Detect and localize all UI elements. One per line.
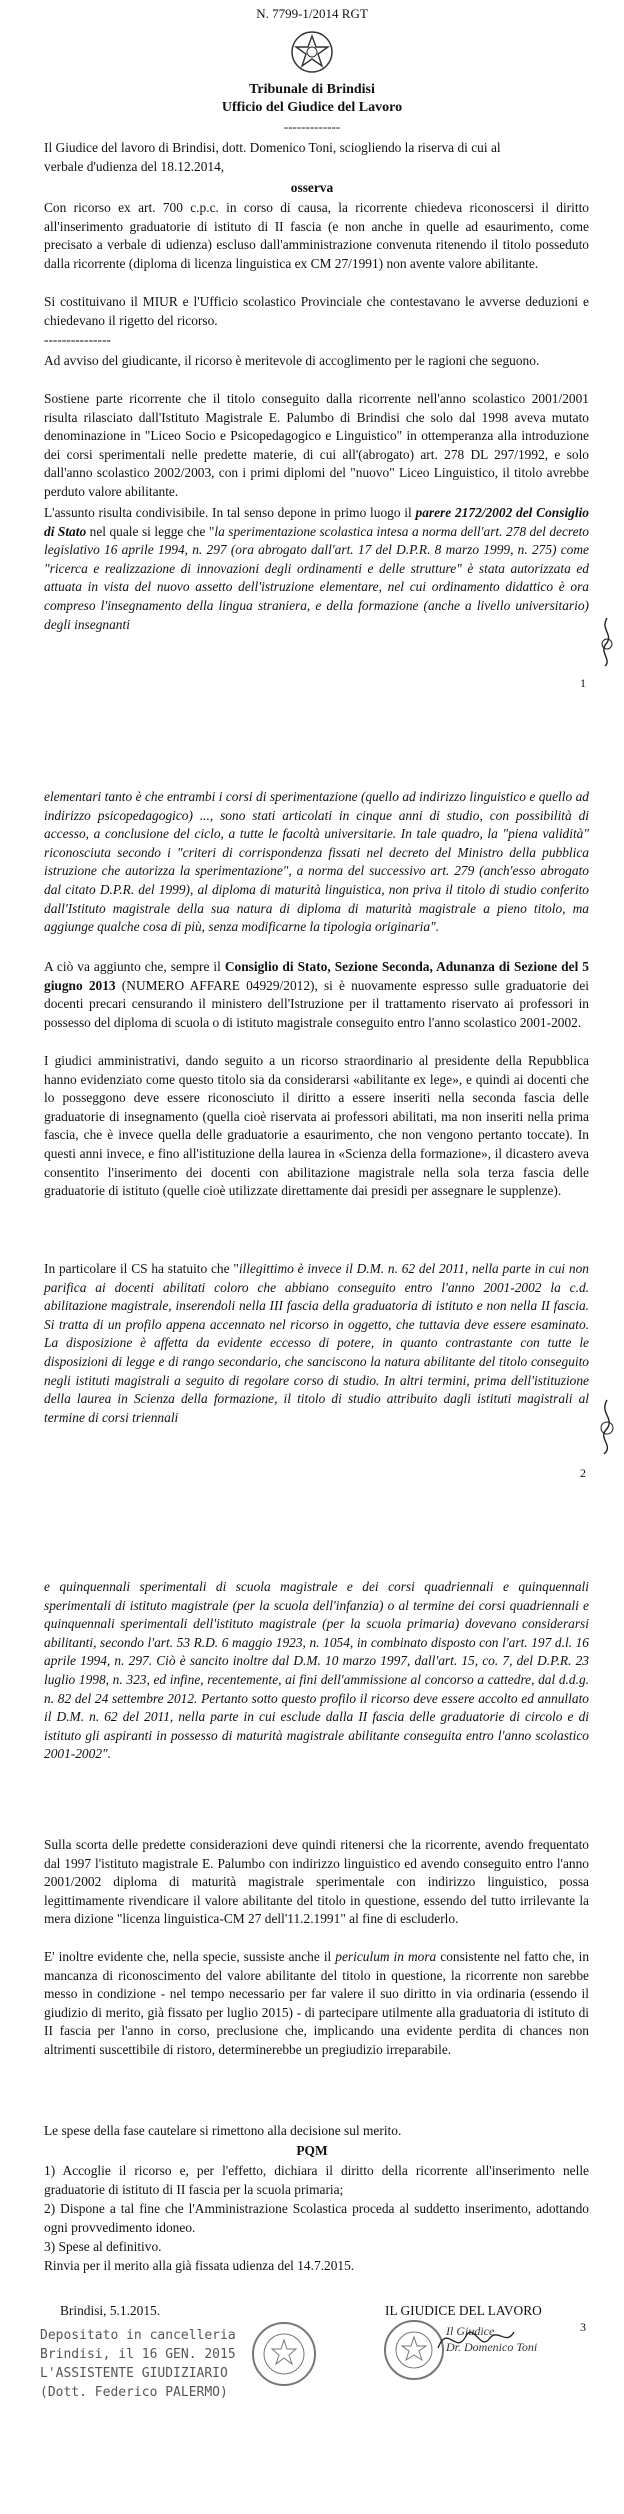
disposition-3: 3) Spese al definitivo. — [44, 2239, 162, 2254]
judge-title: IL GIUDICE DEL LAVORO — [385, 2303, 542, 2318]
text-run-italic: elementari tanto è che entrambi i corsi di sperimentazione (quello ad indirizzo linguistico e quello ad indirizzo psicopedagogico) ..., sono stati articolati in cinque anni di studio, con possibilità di accesso, a conclusione del ciclo, a tutte le facoltà universitarie. In tale quadro, la "piena validità" riconosciuta secondo i "criteri di corrispondenza fissati nel decreto del Ministro della pubblica istruzione che autorizza la sperimentazione", a norma del successivo art. 279 (anch'esso abrogato dal citato D.P.R. del 1999), al diploma di maturità linguistica, non priva il titolo di studio conferito dall'Istituto magistrale della sua natura di diploma di maturità magistrale a pieno titolo, ma aggiunge qualche cosa di più, senza modificarne la tipologia originaria". — [44, 789, 589, 935]
paragraph-assunto — [44, 504, 589, 634]
header-separator: ------------- — [283, 119, 341, 134]
text-run: nel quale si legge che " — [86, 523, 215, 539]
text-run: E' inoltre evidente che, nella specie, sussiste anche il — [44, 1949, 336, 1964]
text-run-italic: la sperimentazione scolastica intesa a norma dell'art. 278 del decreto legislativo 16 aprile 1994, n. 297 (ora abrogato dall'art. 17 del D.P.R. 8 marzo 1999, n. 275) come "ricerca e realizzazione di innovazioni degli ordinamenti e delle strutture" è stata autorizzata ed attuata in vista del nuovo assetto dell'istruzione elementare, nel cui ordinamento didattico è ora compreso l'insegnamento della lingua straniera, e della formazione (anche a livello universitario) degli insegnanti — [44, 523, 589, 632]
judge-signature-line-1: Il Giudice — [446, 2324, 495, 2338]
rinvio-line: Rinvia per il merito alla già fissata udienza del 14.7.2015. — [44, 2258, 355, 2273]
judge-signature-line-2: Dr. Domenico Toni — [446, 2340, 538, 2354]
deposit-clerk-name: (Dott. Federico PALERMO) — [40, 2385, 228, 2400]
paragraph-citation-continued — [44, 788, 589, 937]
margin-initial-icon — [596, 616, 618, 668]
text-run: A ciò va aggiunto che, sempre il — [44, 959, 225, 974]
margin-initial-icon — [594, 1398, 620, 1456]
paragraph-consiglio-stato — [44, 958, 589, 1032]
place-date: Brindisi, 5.1.2015. — [60, 2303, 161, 2318]
paragraph-spese: Le spese della fase cautelare si rimettono alla decisione sul merito. — [44, 2123, 402, 2138]
text-run-italic: periculum in mora — [335, 1949, 437, 1964]
text-run-bold: Consiglio di Stato, Sezione Seconda, Adunanza di Sezione del 5 giugno 2013 — [44, 959, 589, 993]
paragraph-cs-statuito — [44, 1260, 589, 1427]
disposition-2: 2) Dispone a tal fine che l'Amministrazione Scolastica proceda al suddetto inserimento, adottando ogni provvedimento idoneo. — [44, 2201, 589, 2235]
deposit-date: Brindisi, il 16 GEN. 2015 — [40, 2347, 236, 2362]
paragraph-giudici: I giudici amministrativi, dando seguito a un ricorso straordinario al presidente della Repubblica hanno evidenziato come questo titolo sia da considerarsi «abilitante ex lege», e quindi ai docenti che lo posseggono deve essere riconosciuto il diritto a essere inseriti nella seconda fascia delle graduatorie di insegnamento (quella cioè riservata ai professori abilitati, ma non inseriti nella prima fascia, che è invece quella delle graduatorie a esaurimento, che non vengono pertanto toccate). In questi anni invece, e fino all'istituzione della laurea in «Scienza della formazione», il dicastero aveva consentito l'inserimento dei docenti con abilitazione magistrale nella sola terza fascia delle graduatorie di istituto (quelle cioè utilizzate direttamente dai presidi per assegnare le supplenze). — [44, 1053, 589, 1199]
pqm-heading: PQM — [296, 2143, 328, 2158]
page-number: 3 — [580, 2320, 586, 2334]
handwritten-signature-icon — [436, 2318, 516, 2358]
disposition-1: 1) Accoglie il ricorso e, per l'effetto, dichiara il diritto della ricorrente all'inserimento nelle graduatorie di istituto di II fascia per la scuola primaria; — [44, 2163, 589, 2197]
office-name: Ufficio del Giudice del Lavoro — [221, 100, 403, 115]
text-run: L'assunto risulta condivisibile. In tal senso depone in primo luogo il — [44, 505, 416, 520]
court-name: Tribunale di Brindisi — [249, 82, 375, 97]
paragraph-scorta: Sulla scorta delle predette considerazioni deve quindi ritenersi che la ricorrente, avendo frequentato dal 1997 l'istituto magistrale E. Palumbo con indirizzo linguistico ed avendo conseguito entro l'anno 2001/2002 diploma di maturità magistrale sperimentale con indirizzo linguistico, possa legittimamente rivendicare il valore abilitante del titolo in questione, essendo del tutto irrilevante la mera dizione "licenza linguistica-CM 27 dell'11.2.1991" al fine di escluderlo. — [44, 1837, 589, 1927]
paragraph-sostiene: Sostiene parte ricorrente che il titolo conseguito dalla ricorrente nell'anno scolastico 2001/2001 risulta rilasciato dall'Istituto Magistrale E. Palumbo di Brindisi che solo dal 1998 aveva mutato denominazione in "Liceo Socio e Psicopedagogico e Linguistico" in ottemperanza alla introduzione dei corsi sperimentali nelle predette materie, di cui all'(abrogato) art. 278 DL 297/1992, e solo dall'anno scolastico 2002/2003, con i primi diplomi del "nuovo" Liceo Linguistico, il titolo avrebbe perduto valore abilitante. — [44, 391, 589, 499]
text-run-italic: e quinquennali sperimentali di scuola magistrale e dei corsi quadriennali e quinquennali sperimentali di istituto magistrale (per la scuola dell'infanzia) o al termine dei corsi quadriennali e quinquennali sperimentali dell'istituto magistrale (per la scuola primaria) dovevano considerarsi abilitanti, secondo l'art. 53 R.D. 6 maggio 1923, n. 1054, in combinato disposto con l'art. 197 d.l. 16 aprile 1994, n. 297. Ciò è sancito inoltre dal D.M. 10 marzo 1997, dall'art. 15, co. 7, del D.P.R. 23 luglio 1998, n. 323, ed infine, recentemente, ai fini dell'ammissione al concorso a cattedre, dal d.d.g. n. 82 del 24 settembre 2012. Pertanto sotto questo profilo il ricorso deve essere accolto ed annullato il D.M. n. 62 del 2011, nella parte in cui esclude dalla II fascia delle graduatorie di circolo e di istituto gli aspiranti in possesso di maturità magistrale abilitante conseguita entro l'anno scolastico 2001-2002". — [44, 1579, 589, 1762]
paragraph-costituzione: Si costituivano il MIUR e l'Ufficio scolastico Provinciale che contestavano le avverse deduzioni e chiedevano il rigetto del ricorso. — [44, 294, 589, 328]
deposit-clerk-title: L'ASSISTENTE GIUDIZIARIO — [40, 2366, 228, 2381]
judge-seal-icon — [384, 2320, 444, 2380]
court-seal-icon — [252, 2322, 316, 2386]
intro-line-2: verbale d'udienza del 18.12.2014, — [44, 159, 225, 174]
text-run: (NUMERO AFFARE 04929/2012), si è nuovamente espresso sulle graduatorie dei docenti precari censurando il ministero dell'Istruzione per il trattamento riservato ai professori in possesso del diploma di scuola o di istituto magistrale conseguito entro l'anno scolastico 2001-2002. — [44, 977, 589, 1030]
text-run: In particolare il CS ha statuito che " — [44, 1261, 239, 1276]
deposit-stamp — [40, 2326, 280, 2436]
paragraph-periculum — [44, 1948, 589, 2060]
intro-line-1: Il Giudice del lavoro di Brindisi, dott. Domenico Toni, sciogliendo la riserva di cui al — [44, 140, 501, 155]
osserva-heading: osserva — [290, 180, 334, 195]
deposit-line: Depositato in cancelleria — [40, 2328, 236, 2343]
paragraph-quinquennali — [44, 1578, 589, 1764]
page-number: 2 — [580, 1466, 586, 1480]
section-separator: --------------- — [44, 332, 111, 347]
paragraph-ricorso: Con ricorso ex art. 700 c.p.c. in corso di causa, la ricorrente chiedeva riconoscersi il diritto all'inserimento graduatorie di istituto di II fascia (e non anche in quelle ad esaurimento, come precisato a verbale di udienza) escluso dall'amministrazione convenuta ritenendo il titolo posseduto dalla ricorrente (diploma di licenza linguistica ex CM 27/1991) non avente valore abilitante. — [44, 200, 589, 271]
text-run-italic: illegittimo è invece il D.M. n. 62 del 2011, nella parte in cui non parifica ai docenti abilitati coloro che abbiano conseguito entro l'anno 2001-2002 la c.d. abilitazione magistrale, inserendoli nella III fascia della graduatoria di istituto e non nella II fascia. Si tratta di un profilo appena accennato nel ricorso in oggetto, che tuttavia deve essere esaminato. La disposizione è affetta da evidente eccesso di potere, in quanto contrastante con tutte le disposizioni di legge e di rango secondario, che sanciscono la natura abilitante del titolo conseguito negli istituti magistrali a seguito di regolare corso di studio. In altri termini, prima dell'istituzione della laurea in Scienza della formazione, il titolo di studio attribuito dagli istituti magistrali al termine di corsi triennali — [44, 1261, 589, 1425]
text-run-bold: parere 2172/2002 del Consiglio di Stato — [44, 505, 589, 539]
republic-emblem-icon — [290, 30, 334, 74]
text-run: consistente nel fatto che, in mancanza di riconoscimento del valore abilitante del titolo in questione, la ricorrente non sarebbe messo in condizione - nel tempo necessario per far valere il suo diritto in via ordinaria (essendo il giudizio di merito, già fissato per luglio 2015) - di partecipare utilmente alla graduatoria di istituto di II fascia per l'anno in corso, preclusione che, implicando una evidente perdita di chances non altrimenti suscettibile di ristoro, determinerebbe un pregiudizio irreparabile. — [44, 1949, 590, 2057]
page-number: 1 — [580, 676, 586, 690]
document-number: N. 7799-1/2014 RGT — [256, 6, 368, 21]
paragraph-avviso: Ad avviso del giudicante, il ricorso è meritevole di accoglimento per le ragioni che seguono. — [44, 353, 540, 368]
